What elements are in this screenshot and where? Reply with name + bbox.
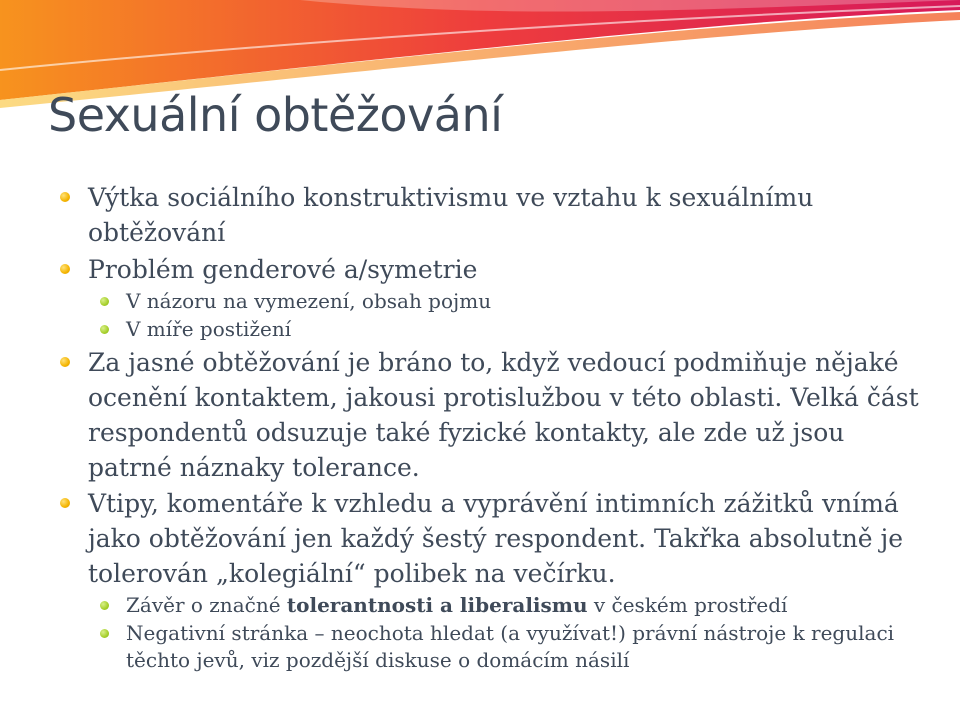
bullet-text: V míře postižení: [126, 317, 292, 341]
bullet-text: Výtka sociálního konstruktivismu ve vztahu k sexuálnímu obtěžování: [88, 183, 814, 247]
sub-bullet-item: [60, 592, 930, 619]
bullet-item: [60, 252, 930, 287]
bullet-list: [60, 180, 930, 675]
bullet-text-emphasis: tolerantnosti a liberalismu: [286, 593, 588, 617]
sub-bullet-item: [60, 288, 930, 315]
bullet-item: [60, 345, 930, 485]
bullet-item: [60, 486, 930, 591]
bullet-icon: [100, 297, 109, 306]
bullet-icon: [60, 498, 70, 508]
bullet-icon: [100, 325, 109, 334]
bullet-icon: [100, 601, 109, 610]
bullet-text-end: v českém prostředí: [587, 593, 788, 617]
sub-bullet-item: [60, 316, 930, 343]
bullet-text-start: Závěr o značné: [126, 593, 287, 617]
bullet-text: Vtipy, komentáře k vzhledu a vyprávění intimních zážitků vnímá jako obtěžování jen každý šestý respondent. Takřka absolutně je tolerován „kolegiální“ polibek na večírku.: [88, 489, 904, 588]
bullet-text: V názoru na vymezení, obsah pojmu: [126, 289, 492, 313]
bullet-icon: [60, 192, 70, 202]
bullet-item: [60, 180, 930, 250]
bullet-text: Problém genderové a/symetrie: [88, 255, 478, 284]
bullet-text: Negativní stránka – neochota hledat (a využívat!) právní nástroje k regulaci těchto jevů, viz pozdější diskuse o domácím násilí: [126, 621, 895, 672]
bullet-text: Za jasné obtěžování je bráno to, když vedoucí podmiňuje nějaké ocenění kontaktem, jakousi protislužbou v této oblasti. Velká část respondentů odsuzuje také fyzické kontakty, ale zde už jsou patrné náznaky tolerance.: [88, 348, 919, 482]
bullet-icon: [100, 629, 109, 638]
bullet-icon: [60, 264, 70, 274]
sub-bullet-item: [60, 620, 930, 674]
slide-title: Sexuální obtěžování: [48, 88, 503, 142]
bullet-icon: [60, 357, 70, 367]
